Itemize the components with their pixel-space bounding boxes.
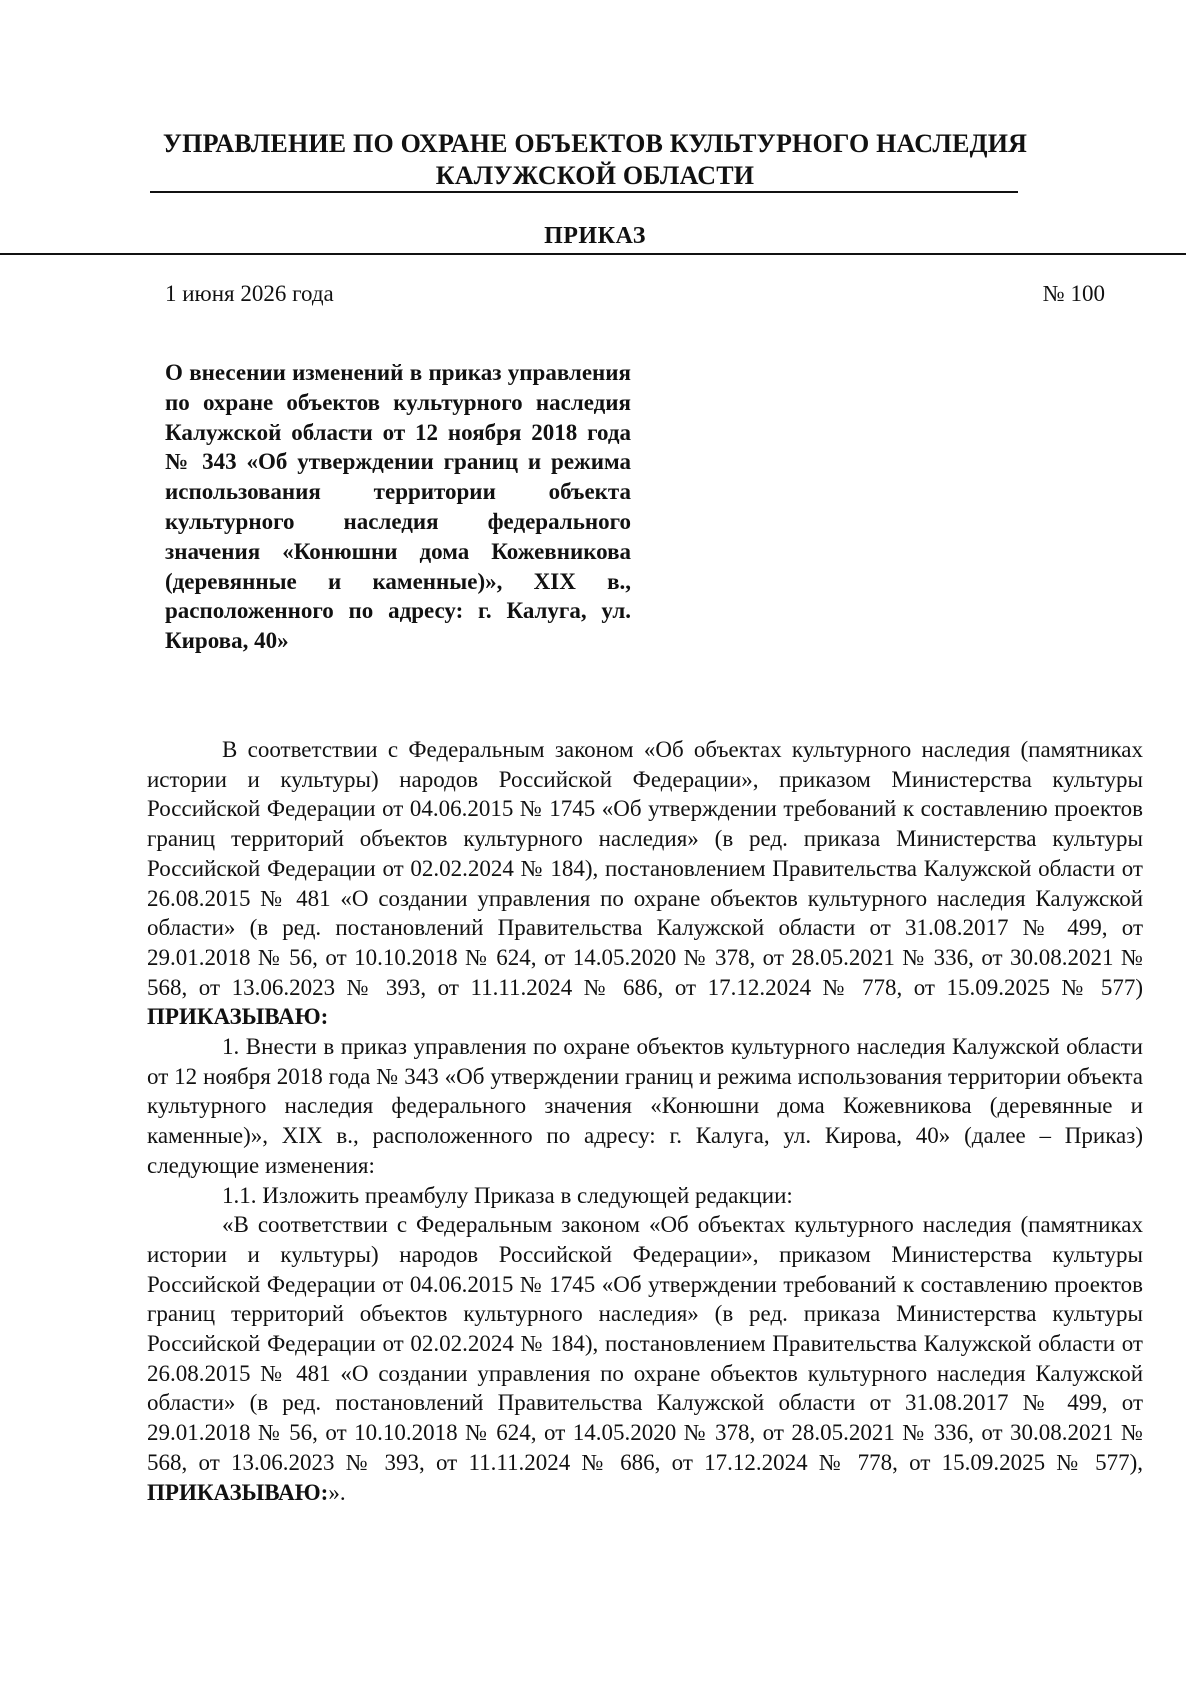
title-underline xyxy=(0,253,1186,255)
header-underline xyxy=(150,191,1018,193)
quote-command: ПРИКАЗЫВАЮ: xyxy=(147,1479,329,1505)
item-1-paragraph: 1. Внести в приказ управления по охране объектов культурного наследия Калужской области от 12 ноября 2018 года № 343 «Об утверждении границ и режима использования территории объекта культурного наследия федерального значения «Конюшни дома Кожевникова (деревянные и каменные)», XIX в., расположенного по адресу: г. Калуга, ул. Кирова, 40» (далее – Приказ) следующие изменения: xyxy=(147,1034,1143,1178)
order-body xyxy=(147,735,1143,1507)
preamble-text: В соответствии с Федеральным законом «Об объектах культурного наследия (памятниках истории и культуры) народов Российской Федерации», приказом Министерства культуры Российской Федерации от 04.06.2015 № 1745 «Об утверждении требований к составлению проектов границ территорий объектов культурного наследия» (в ред. приказа Министерства культуры Российской Федерации от 02.02.2024 № 184), постановлением Правительства Калужской области от 26.08.2015 № 481 «О создании управления по охране объектов культурного наследия Калужской области» (в ред. постановлений Правительства Калужской области от 31.08.2017 № 499, от 29.01.2018 № 56, от 10.10.2018 № 624, от 14.05.2020 № 378, от 28.05.2021 № 336, от 30.08.2021 № 568, от 13.06.2023 № 393, от 11.11.2024 № 686, от 17.12.2024 № 778, от 15.09.2025 № 577) xyxy=(147,737,1143,1000)
quote-tail: ». xyxy=(328,1479,346,1505)
preamble-command: ПРИКАЗЫВАЮ: xyxy=(147,1004,329,1030)
organization-name-line1: УПРАВЛЕНИЕ ПО ОХРАНЕ ОБЪЕКТОВ КУЛЬТУРНОГО НАСЛЕДИЯ xyxy=(162,129,1028,158)
preamble-paragraph xyxy=(147,735,1143,1032)
item-1-1-paragraph: 1.1. Изложить преамбулу Приказа в следующей редакции: xyxy=(222,1182,793,1208)
organization-name-line2: КАЛУЖСКОЙ ОБЛАСТИ xyxy=(435,161,755,190)
quote-paragraph xyxy=(147,1210,1143,1507)
quote-text: «В соответствии с Федеральным законом «Об объектах культурного наследия (памятниках истории и культуры) народов Российской Федерации», приказом Министерства культуры Российской Федерации от 04.06.2015 № 1745 «Об утверждении требований к составлению проектов границ территорий объектов культурного наследия» (в ред. приказа Министерства культуры Российской Федерации от 02.02.2024 № 184), постановлением Правительства Калужской области от 26.08.2015 № 481 «О создании управления по охране объектов культурного наследия Калужской области» (в ред. постановлений Правительства Калужской области от 31.08.2017 № 499, от 29.01.2018 № 56, от 10.10.2018 № 624, от 14.05.2020 № 378, от 28.05.2021 № 336, от 30.08.2021 № 568, от 13.06.2023 № 393, от 11.11.2024 № 686, от 17.12.2024 № 778, от 15.09.2025 № 577), xyxy=(147,1212,1143,1475)
order-date: 1 июня 2026 года xyxy=(165,281,334,306)
organization-header xyxy=(100,128,1090,192)
order-title: ПРИКАЗ xyxy=(544,223,646,249)
order-subject: О внесении изменений в приказ управления по охране объектов культурного наследия Калужской области от 12 ноября 2018 года № 343 «Об утверждении границ и режима использования территории объекта культурного наследия федерального значения «Конюшни дома Кожевникова (деревянные и каменные)», XIX в., расположенного по адресу: г. Калуга, ул. Кирова, 40» xyxy=(165,360,631,654)
order-number: № 100 xyxy=(1042,281,1105,306)
